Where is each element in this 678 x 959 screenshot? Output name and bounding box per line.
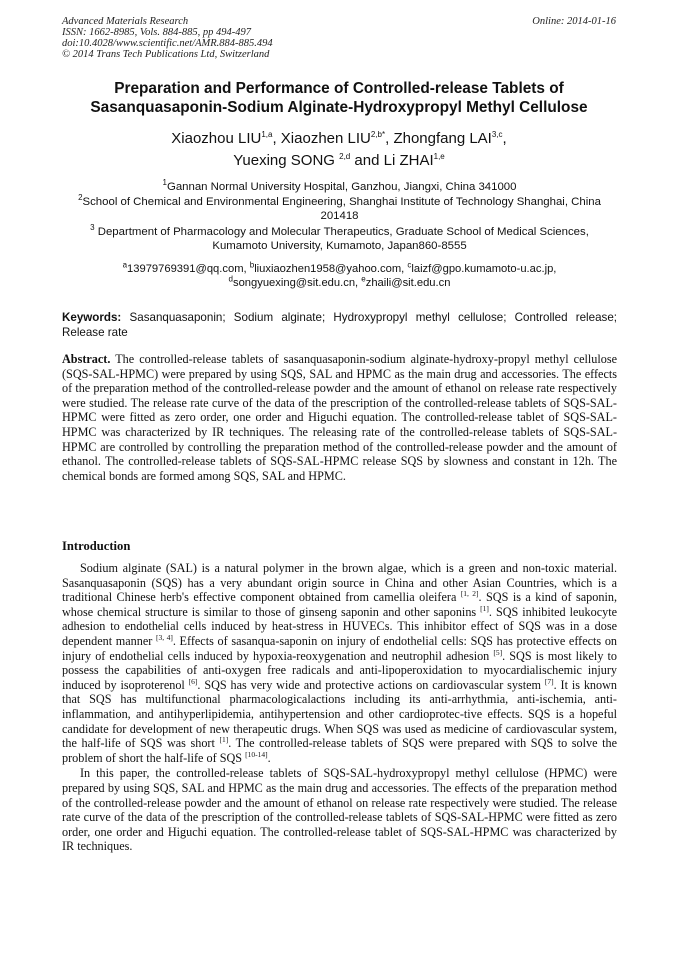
author-sup: 2,b* bbox=[370, 130, 386, 139]
intro-text: . SQS is most likely to possess the capabilities of anti-oxygen free radicals and anti-lipoperoxidation to myocardialischemic injury induced by isoproterenol bbox=[62, 648, 617, 692]
affiliation-text: Department of Pharmacology and Molecular Therapeutics, Graduate School of Medical Sciences, Kumamoto University, Kumamoto, Japan860-8555 bbox=[94, 225, 589, 252]
author-sup: 3,c bbox=[491, 130, 503, 139]
author-name: and Li ZHAI bbox=[350, 152, 434, 169]
journal-name: Advanced Materials Research bbox=[62, 16, 189, 27]
citation: [10-14] bbox=[245, 749, 268, 759]
affiliations bbox=[62, 180, 617, 254]
author-emails bbox=[62, 262, 617, 291]
citation: [1, 2] bbox=[460, 589, 479, 599]
author-separator: , bbox=[502, 130, 507, 147]
issn-line: ISSN: 1662-8985, Vols. 884-885, pp 494-497 bbox=[62, 27, 251, 38]
email-sup: d bbox=[228, 274, 233, 284]
title-line-1: Preparation and Performance of Controlled-release Tablets of bbox=[114, 80, 564, 97]
email-sup: e bbox=[361, 274, 366, 284]
affiliation-sup: 1 bbox=[162, 178, 167, 188]
intro-text: . SQS has very wide and protective actions on cardiovascular system bbox=[197, 677, 545, 692]
abstract bbox=[62, 352, 617, 483]
citation: [1] bbox=[480, 603, 489, 613]
author-name: Xiaozhou LIU bbox=[171, 130, 262, 147]
email-sup: b bbox=[249, 260, 255, 270]
email-address: liuxiaozhen1958@yahoo.com, bbox=[254, 263, 408, 275]
paper-title bbox=[40, 79, 638, 117]
email-line-2 bbox=[62, 276, 617, 290]
abstract-label: Abstract. bbox=[62, 352, 111, 366]
citation: [6] bbox=[188, 676, 198, 686]
affiliation-sup: 3 bbox=[90, 222, 95, 232]
email-sup: c bbox=[407, 260, 412, 270]
abstract-text: The controlled-release tablets of sasanquasaponin-sodium alginate-hydroxy-propyl methyl cellulose (SQS-SAL-HPMC) were prepared by using SQS, SAL and HPMC as the main drug and accessories. The effects of the preparation method of the controlled-release powder and the amount of ethanol on release rate respectively were studied. The release rate curve of the data of the prescription of the controlled-release tablets of SQS-SAL-HPMC were fitted as zero order, one order and Higuchi equation. The controlled-release tablet of SQS-SAL-HPMC was characterized by IR techniques. The releasing rate of the controlled-release tablets of SQS-SAL-HPMC are controlled by controlling the preparation method of the controlled-release powder and the amount of ethanol. The controlled-release tablets of SQS-SAL-HPMC release SQS by slowness and constant in 12h. The chemical bonds are formed among SQS, SAL and HPMC. bbox=[62, 352, 617, 483]
affiliation-2 bbox=[62, 195, 617, 223]
intro-text: . It is known that SQS has multifunctional pharmacologicalactions including its anti-arrhythmia, anti-ischemia, anti-inflammation, and antihyperlipidemia, antihypertension and other cardioprotec-tive effects. SQS is a hopeful candidate for development of new therapeutic drugs. When SQS was used as medicine of cardiovascular system, the half-life of SQS was short bbox=[62, 677, 618, 751]
affiliation-text: School of Chemical and Environmental Engineering, Shanghai Institute of Technology Shanghai, China 201418 bbox=[82, 196, 601, 223]
intro-text: . The controlled-release tablets of SQS were prepared with SQS to solve the problem of short the half-life of SQS bbox=[62, 736, 617, 765]
email-sup: a bbox=[122, 260, 128, 270]
keywords bbox=[62, 310, 617, 340]
author-line-2 bbox=[40, 150, 638, 172]
intro-text: . SQS is a kind of saponin, whose chemical structure is similar to those of ginseng saponin and other saponins bbox=[62, 590, 617, 619]
intro-text: Sodium alginate (SAL) is a natural polymer in the brown algae, which is a green and non-toxic material. Sasanquasaponin (SQS) has a very abundant origin source in China and other Asian Countries, which is a traditional Chinese herb's effective component obtained from camellia oleifera bbox=[62, 561, 617, 605]
email-line-1 bbox=[62, 262, 617, 276]
affiliation-3 bbox=[62, 222, 617, 253]
author-line-1 bbox=[40, 128, 638, 150]
citation: [5] bbox=[493, 647, 503, 657]
intro-text: . Effects of sasanqua-saponin on injury of endothelial cells: SQS has protective effects on injury of endothelial cells induced by hypoxia-reoxygenation and neutrophil adhesion bbox=[62, 633, 618, 663]
author-sup: 1,e bbox=[433, 152, 445, 161]
author-name: , Zhongfang LAI bbox=[385, 130, 492, 147]
email-address: 13979769391@qq.com, bbox=[127, 263, 250, 275]
doi-line: doi:10.4028/www.scientific.net/AMR.884-885.494 bbox=[62, 38, 273, 49]
keywords-text: Sasanquasaponin; Sodium alginate; Hydroxypropyl methyl cellulose; Controlled release; Release rate bbox=[62, 311, 617, 339]
author-sup: 2,d bbox=[339, 152, 351, 161]
author-list bbox=[40, 128, 638, 172]
author-sup: 1,a bbox=[261, 130, 273, 139]
email-address: zhaili@sit.edu.cn bbox=[365, 277, 451, 290]
keywords-label: Keywords: bbox=[62, 311, 122, 324]
email-address: laizf@gpo.kumamoto-u.ac.jp, bbox=[411, 263, 557, 275]
citation: [7] bbox=[544, 676, 554, 686]
online-date: Online: 2014-01-16 bbox=[532, 16, 616, 27]
affiliation-1 bbox=[62, 180, 617, 194]
copyright-line: © 2014 Trans Tech Publications Ltd, Switzerland bbox=[62, 49, 270, 60]
citation: [1] bbox=[219, 735, 229, 745]
citation: [3, 4] bbox=[155, 632, 173, 642]
title-line-2: Sasanquasaponin-Sodium Alginate-Hydroxypropyl Methyl Cellulose bbox=[90, 99, 588, 116]
author-name: Yuexing SONG bbox=[233, 152, 335, 169]
email-address: songyuexing@sit.edu.cn, bbox=[232, 277, 362, 290]
intro-paragraph-2: In this paper, the controlled-release tablets of SQS-SAL-hydroxypropyl methyl cellulose (HPMC) were prepared by using SQS, SAL and HPMC as the main drug and accessories. The effects of the preparation method of the controlled-release powder and the amount of ethanol on release rate respectively were studied. The release rate curve of the data of the prescription of the controlled-release tablets of SQS-SAL-HPMC were fitted as zero order, one order and Higuchi equation. The controlled-release tablet of SQS-SAL-HPMC was characterized by IR techniques. bbox=[62, 766, 617, 854]
author-name: , Xiaozhen LIU bbox=[272, 130, 371, 147]
section-heading-introduction: Introduction bbox=[62, 539, 131, 553]
affiliation-text: Gannan Normal University Hospital, Ganzhou, Jiangxi, China 341000 bbox=[166, 181, 517, 193]
introduction-body bbox=[62, 561, 617, 854]
intro-text: . bbox=[267, 750, 271, 765]
affiliation-sup: 2 bbox=[78, 193, 83, 203]
intro-paragraph-1 bbox=[62, 561, 617, 765]
intro-text: . SQS inhibited leukocyte adhesion to endothelial cells induced by heat-stress in HUVECs. This inhibitor effect of SQS was in a dose dependent manner bbox=[62, 604, 617, 648]
